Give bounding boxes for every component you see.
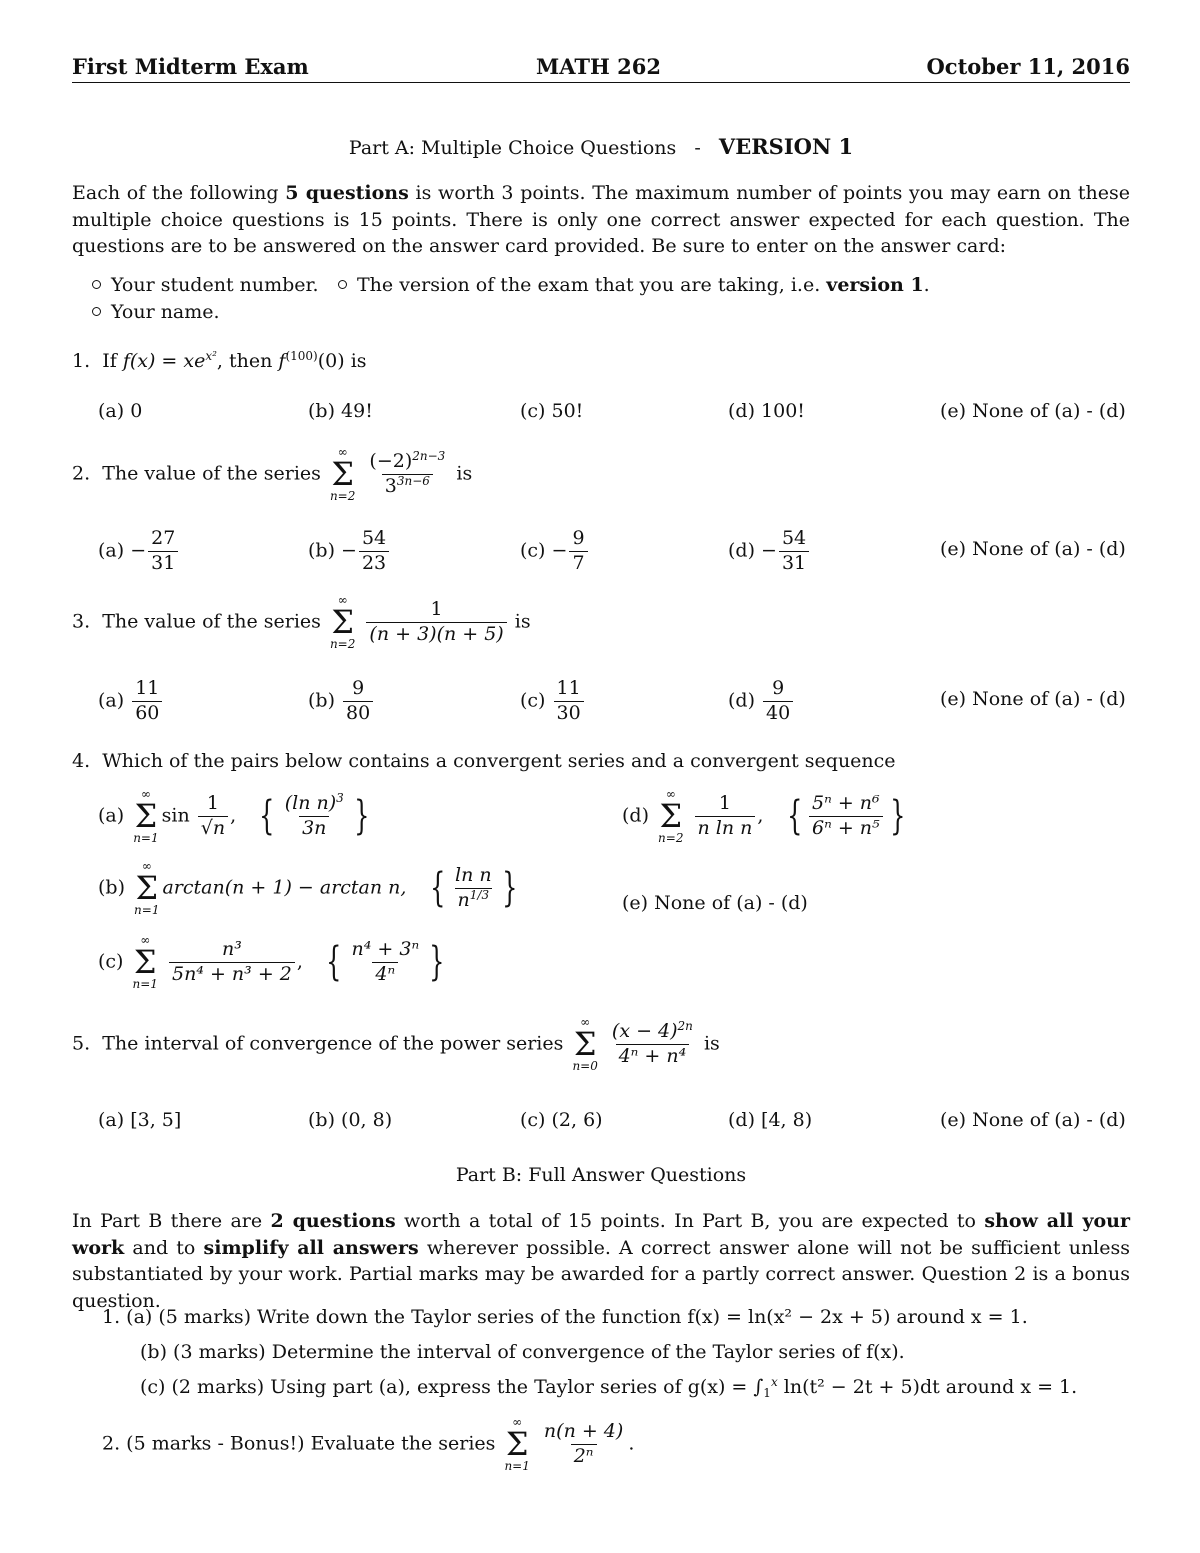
q2-option-a: (a) − $\frac{27}{31}$ [98, 528, 180, 575]
q4-option-e: (e) None of (a) - (d) [622, 892, 808, 914]
partB-intro: In Part B there are 2 questions worth a total of 15 points. In Part B, you are expected to show all your work and to simplify all answers wherever possible. A correct answer alone will not be sufficient unless substantiated by your work. Partial marks may be awarded for a partly correct answer. Question 2 is a bonus question. [72, 1210, 1131, 1312]
partB-q2: 2. (5 marks - Bonus!) Evaluate the series ∞ Σ n=1 $\frac{n(n + 4)}{\text{2ⁿ}}$ . [102, 1415, 635, 1473]
question-2: 2. The value of the series ∞ Σ n=2 $\frac{(-2)^{2n-3}}{3^{3n-6}}$ is [72, 445, 473, 503]
bullet-student-number: Your student number. [92, 274, 319, 296]
question-4: 4. Which of the pairs below contains a convergent series and a convergent sequence [72, 750, 896, 772]
q5-option-e: (e) None of (a) - (d) [940, 1109, 1126, 1131]
q4-option-b: (b) ∞ Σ n=1 arctan(n + 1) − arctan n, { $\frac{\text{ln n}}{n^{1/3}}$ } [98, 859, 517, 917]
bullet-version: The version of the exam that you are taking, i.e. version 1. [338, 274, 930, 296]
q2-option-b: (b) − $\frac{54}{23}$ [308, 528, 391, 575]
q5-option-d: (d) [4, 8) [728, 1109, 813, 1131]
exam-page [72, 0, 1130, 1553]
question-3: 3. The value of the series ∞ Σ n=2 $\frac{1}{(n + 3)(n + 5)}$ is [72, 593, 531, 651]
q3-option-e: (e) None of (a) - (d) [940, 688, 1126, 710]
version-label: VERSION 1 [718, 134, 854, 159]
q5-option-b: (b) (0, 8) [308, 1109, 393, 1131]
q4-option-a: (a) ∞ Σ n=1 sin $\frac{1}{√n}$ , { $\frac{(\ln n)^3}{3n}$ } [98, 787, 370, 845]
q5-option-c: (c) (2, 6) [520, 1109, 603, 1131]
q1-option-d: (d) 100! [728, 400, 805, 422]
q2-option-e: (e) None of (a) - (d) [940, 538, 1126, 560]
q1-option-b: (b) 49! [308, 400, 373, 422]
header-center: MATH 262 [536, 54, 662, 79]
q3-option-b: (b) $\frac{9}{80}$ [308, 678, 375, 725]
partB-q1a: 1. (a) (5 marks) Write down the Taylor series of the function f(x) = ln(x² − 2x + 5) around x = 1. [102, 1306, 1028, 1328]
partB-q1c: (c) (2 marks) Using part (a), express the Taylor series of $g(x) = \int_1^x$ ln(t² − 2t + 5)dt around x = 1. [140, 1374, 1078, 1401]
partA-title: Part A: Multiple Choice Questions - VERSION 1 [348, 134, 854, 159]
series-fraction: $\frac{(-2)^{2n-3}}{3^{3n-6}}$ [369, 448, 446, 497]
header-right: October 11, 2016 [926, 54, 1130, 79]
q3-option-d: (d) $\frac{9}{40}$ [728, 678, 795, 725]
page-header [72, 54, 1130, 83]
sigma-symbol: ∞ Σ n=2 [329, 445, 356, 503]
q3-option-a: (a) $\frac{11}{60}$ [98, 678, 164, 725]
q1-option-c: (c) 50! [520, 400, 584, 422]
header-left: First Midterm Exam [72, 54, 309, 79]
q4-option-d: (d) ∞ Σ n=2 $\frac{1}{\text{n ln n}}$ , { $\frac{\text{5ⁿ + n⁶}}{\text{6ⁿ + n⁵}}$ } [622, 787, 906, 845]
q5-option-a: (a) [3, 5] [98, 1109, 182, 1131]
q2-option-d: (d) − $\frac{54}{31}$ [728, 528, 811, 575]
question-5: 5. The interval of convergence of the power series ∞ Σ n=0 $\frac{(x - 4)^{2n}}{\text{4ⁿ + n⁴}}$ is [72, 1015, 720, 1073]
partB-q1b: (b) (3 marks) Determine the interval of convergence of the Taylor series of f(x). [140, 1341, 905, 1363]
q2-option-c: (c) − $\frac{9}{7}$ [520, 528, 590, 575]
partB-title: Part B: Full Answer Questions [455, 1164, 747, 1186]
q3-option-c: (c) $\frac{11}{30}$ [520, 678, 586, 725]
q4-option-c: (c) ∞ Σ n=1 $\frac{\text{n³}}{\text{5n⁴ + n³ + 2}}$ , { $\frac{\text{n⁴ + 3ⁿ}}{\text{4ⁿ}}$ } [98, 933, 445, 991]
q1-option-e: (e) None of (a) - (d) [940, 400, 1126, 422]
question-1: 1. If $f(x) = xe^{x^2}$, then $f^{(100)}(0)$ is [72, 348, 367, 372]
bullet-name: Your name. [92, 301, 220, 323]
partA-intro: Each of the following 5 questions is worth 3 points. The maximum number of points you may earn on these multiple choice questions is 15 points. There is only one correct answer expected for each question. The questions are to be answered on the answer card provided. Be sure to enter on the answer card: [72, 182, 1130, 257]
q1-option-a: (a) 0 [98, 400, 143, 422]
